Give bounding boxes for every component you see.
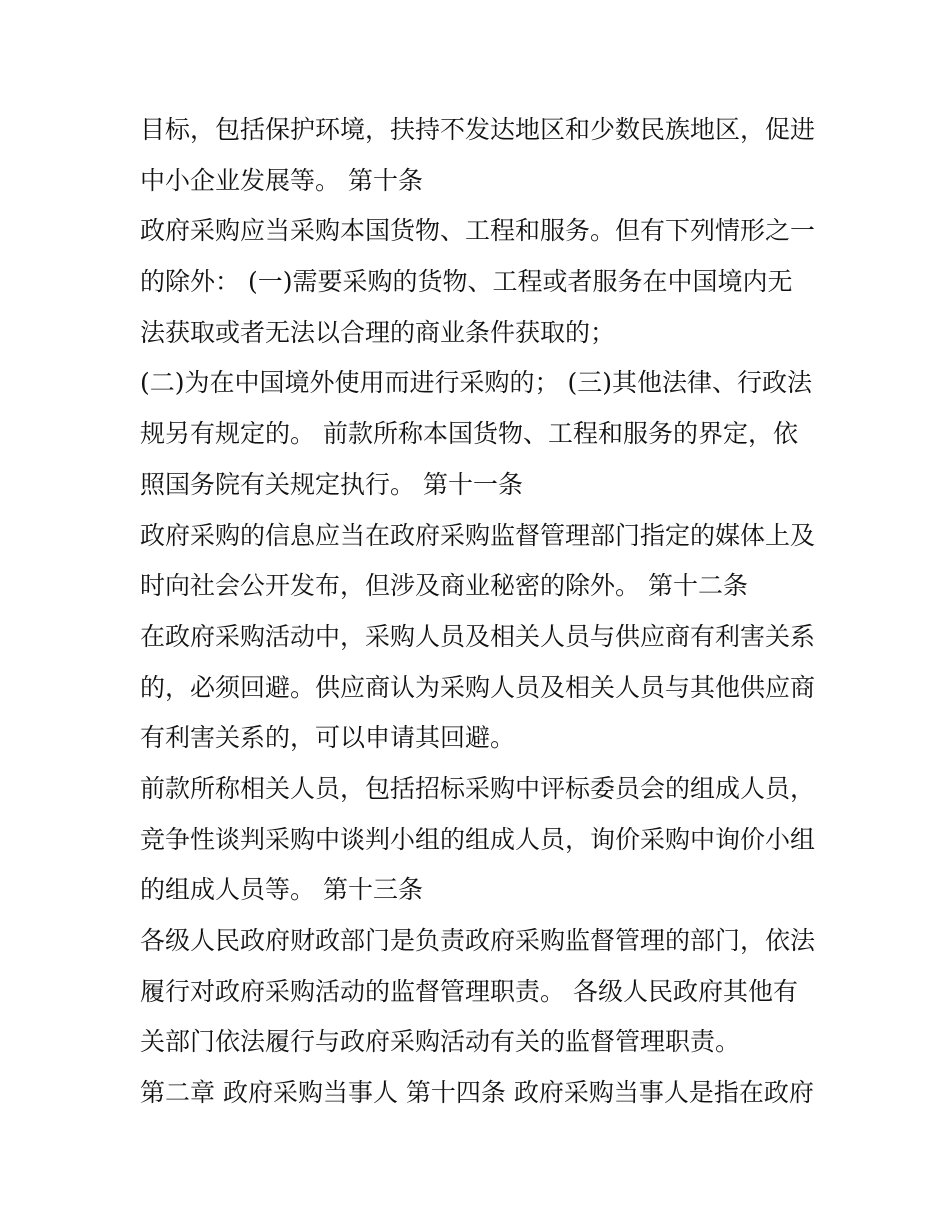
text-line: 目标，包括保护环境，扶持不发达地区和少数民族地区，促进 [140, 115, 816, 144]
text-line: 照国务院有关规定执行。 第十一条 [140, 469, 523, 499]
text-line: 政府采购的信息应当在政府采购监督管理部门指定的媒体上及 [140, 520, 816, 550]
text-line: 各级人民政府财政部门是负责政府采购监督管理的部门，依法 [140, 926, 816, 955]
text-line: 有利害关系的，可以申请其回避。 [140, 723, 516, 753]
text-line: 时向社会公开发布，但涉及商业秘密的除外。 第十二条 [140, 571, 748, 601]
text-line: 关部门依法履行与政府采购活动有关的监督管理职责。 [140, 1027, 741, 1057]
text-line: 法获取或者无法以合理的商业条件获取的； [140, 317, 616, 347]
text-line: 政府采购应当采购本国货物、工程和服务。但有下列情形之一 [140, 216, 816, 246]
text-line: 中小企业发展等。 第十条 [140, 165, 423, 195]
text-line: 规另有规定的。 前款所称本国货物、工程和服务的界定，依 [140, 419, 798, 449]
text-line: 第二章 政府采购当事人 第十四条 政府采购当事人是指在政府 [140, 1078, 814, 1108]
text-line: 竞争性谈判采购中谈判小组的组成人员，询价采购中询价小组 [140, 824, 816, 854]
text-line: 的，必须回避。供应商认为采购人员及相关人员与其他供应商 [140, 672, 816, 702]
text-line: (二)为在中国境外使用而进行采购的； (三)其他法律、行政法 [140, 368, 812, 398]
text-line: 前款所称相关人员，包括招标采购中评标委员会的组成人员， [140, 773, 816, 803]
body-text [140, 105, 820, 1119]
text-line: 的除外： (一)需要采购的货物、工程或者服务在中国境内无 [140, 267, 793, 297]
text-line: 在政府采购活动中，采购人员及相关人员与供应商有利害关系 [140, 621, 816, 651]
text-line: 的组成人员等。 第十三条 [140, 875, 423, 905]
text-line: 履行对政府采购活动的监督管理职责。 各级人民政府其他有 [140, 976, 798, 1006]
